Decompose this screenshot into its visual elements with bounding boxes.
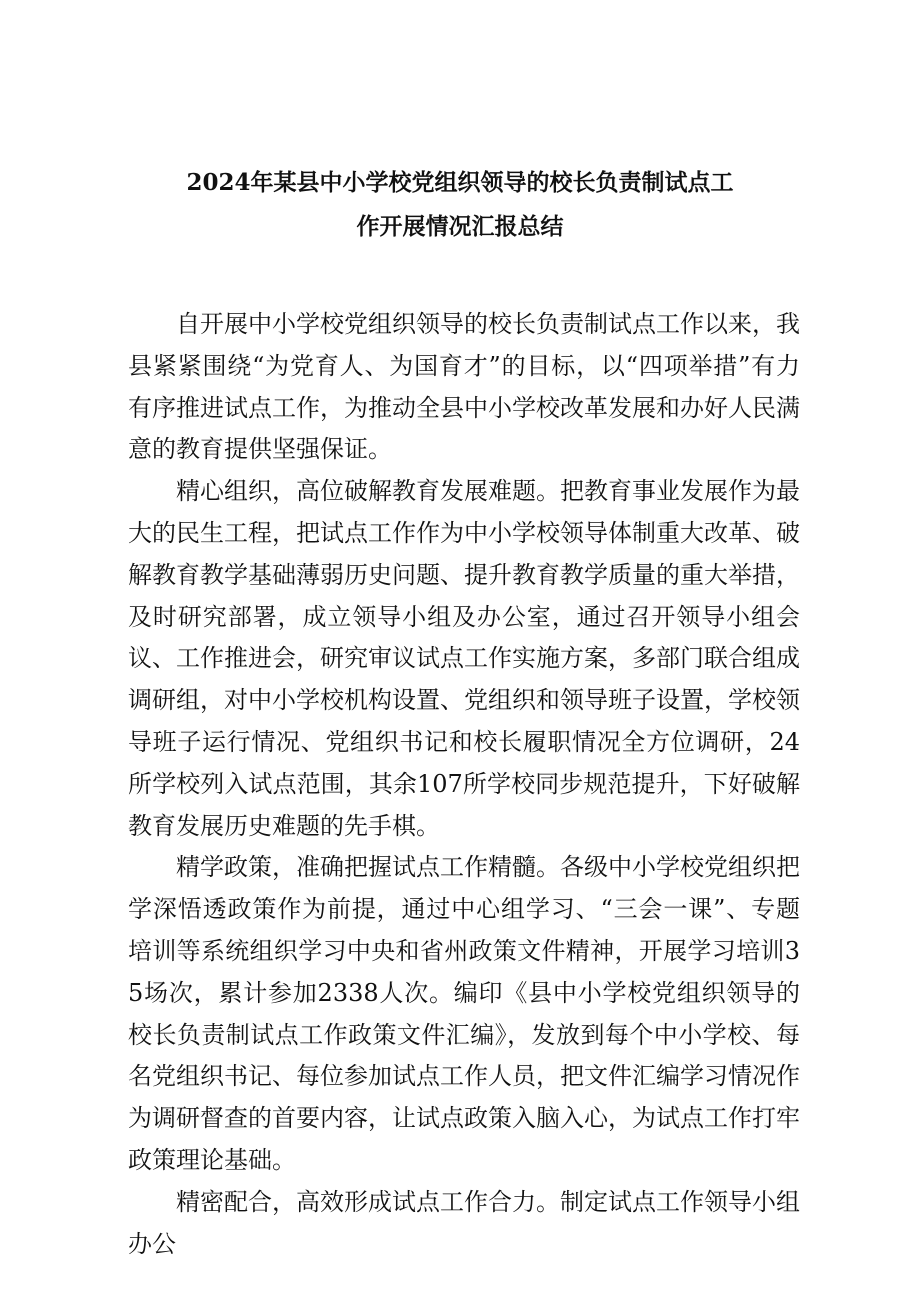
paragraph-coordination: 精密配合，高效形成试点工作合力。制定试点工作领导小组办公 [128,1187,800,1258]
paragraph-organization: 精心组织，高位破解教育发展难题。把教育事业发展作为最大的民生工程，把试点工作作为中小学校领导体制重大改革、破解教育教学基础薄弱历史问题、提升教育教学质量的重大举措，及时研究部署，成立领导小组及办公室，通过召开领导小组会议、工作推进会，研究审议试点工作实施方案，多部门联合组成调研组，对中小学校机构设置、党组织和领导班子设置，学校领导班子运行情况、党组织书记和校长履职情况全方位调研，24所学校列入试点范围，其余107所学校同步规范提升，下好破解教育发展历史难题的先手棋。 [128,477,800,840]
document-body [128,304,800,1265]
paragraph-policy-study: 精学政策，准确把握试点工作精髓。各级中小学校党组织把学深悟透政策作为前提，通过中心组学习、“三会一课”、专题培训等系统组织学习中央和省州政策文件精神，开展学习培训35场次，累计参加2338人次。编印《县中小学校党组织领导的校长负责制试点工作政策文件汇编》，发放到每个中小学校、每名党组织书记、每位参加试点工作人员，把文件汇编学习情况作为调研督查的首要内容，让试点政策入脑入心，为试点工作打牢政策理论基础。 [128,853,800,1174]
document-title-line-1: 2024年某县中小学校党组织领导的校长负责制试点工 [186,169,734,196]
paragraph-intro: 自开展中小学校党组织领导的校长负责制试点工作以来，我县紧紧围绕“为党育人、为国育才”的目标，以“四项举措”有力有序推进试点工作，为推动全县中小学校改革发展和办好人民满意的教育提供坚强保证。 [128,310,800,464]
document-title-line-2: 作开展情况汇报总结 [356,213,564,240]
